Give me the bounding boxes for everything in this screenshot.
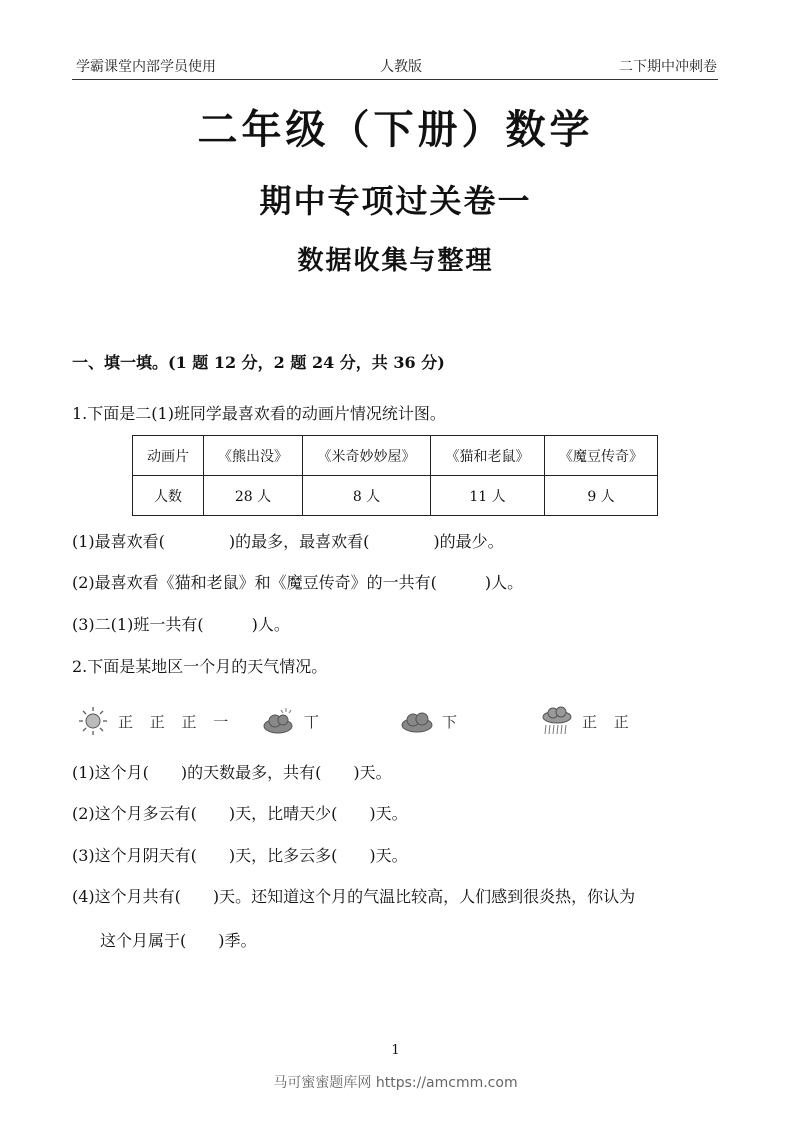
q2-sub4-line1: (4)这个月共有( )天。还知道这个月的气温比较高，人们感到很炎热，你认为 xyxy=(72,887,636,906)
q1-sub3: (3)二(1)班一共有( )人。 xyxy=(72,615,290,634)
cartoon-stat-table xyxy=(132,435,658,516)
weather-rainy xyxy=(540,705,635,737)
sub-title: 期中专项过关卷一 xyxy=(259,182,532,220)
q2-sub1: (1)这个月( )的天数最多，共有( )天。 xyxy=(72,763,392,782)
q1-intro: 1.下面是二(1)班同学最喜欢看的动画片情况统计图。 xyxy=(72,404,446,423)
q2-sub2: (2)这个月多云有( )天，比晴天少( )天。 xyxy=(72,804,408,823)
weather-partly-cloudy xyxy=(262,705,325,737)
header-right: 二下期中冲刺卷 xyxy=(619,59,717,75)
q1-sub2: (2)最喜欢看《猫和老鼠》和《魔豆传奇》的一共有( )人。 xyxy=(72,573,524,592)
page-number: 1 xyxy=(391,1043,400,1058)
table-cell: 《米奇妙妙屋》 xyxy=(303,436,431,476)
table-row xyxy=(133,476,658,516)
sunny-tally: 正 正 正 一 xyxy=(118,712,235,731)
table-cell: 28 人 xyxy=(204,476,303,516)
table-cell: 《熊出没》 xyxy=(204,436,303,476)
table-cell: 人数 xyxy=(133,476,204,516)
table-cell: 8 人 xyxy=(303,476,431,516)
header-divider xyxy=(72,79,718,80)
table-cell: 动画片 xyxy=(133,436,204,476)
weather-cloudy xyxy=(400,705,463,737)
table-row xyxy=(133,436,658,476)
table-cell: 《猫和老鼠》 xyxy=(431,436,545,476)
footer-watermark: 马可蜜蜜题库网 https://amcmm.com xyxy=(273,1075,518,1091)
q2-intro: 2.下面是某地区一个月的天气情况。 xyxy=(72,657,328,676)
q2-sub4-line2: 这个月属于( )季。 xyxy=(100,931,257,950)
weather-sunny xyxy=(76,705,234,737)
header-left: 学霸课堂内部学员使用 xyxy=(76,59,216,75)
section-heading: 一、填一填。(1 题 12 分，2 题 24 分，共 36 分) xyxy=(72,353,445,372)
topic-title: 数据收集与整理 xyxy=(297,246,494,276)
cloudy-tally: 下 xyxy=(442,712,464,731)
cloudy-icon xyxy=(400,706,434,736)
rain-icon xyxy=(540,706,574,736)
q2-sub3: (3)这个月阴天有( )天，比多云多( )天。 xyxy=(72,846,408,865)
partly-cloudy-tally: 丅 xyxy=(304,712,326,731)
table-cell: 《魔豆传奇》 xyxy=(545,436,658,476)
table-cell: 11 人 xyxy=(431,476,545,516)
rainy-tally: 正 正 xyxy=(582,712,635,731)
partly-cloudy-icon xyxy=(262,706,296,736)
main-title: 二年级（下册）数学 xyxy=(197,106,594,153)
q1-sub1: (1)最喜欢看( )的最多，最喜欢看( )的最少。 xyxy=(72,532,504,551)
sun-icon xyxy=(76,706,110,736)
table-cell: 9 人 xyxy=(545,476,658,516)
header-center: 人教版 xyxy=(380,59,422,75)
